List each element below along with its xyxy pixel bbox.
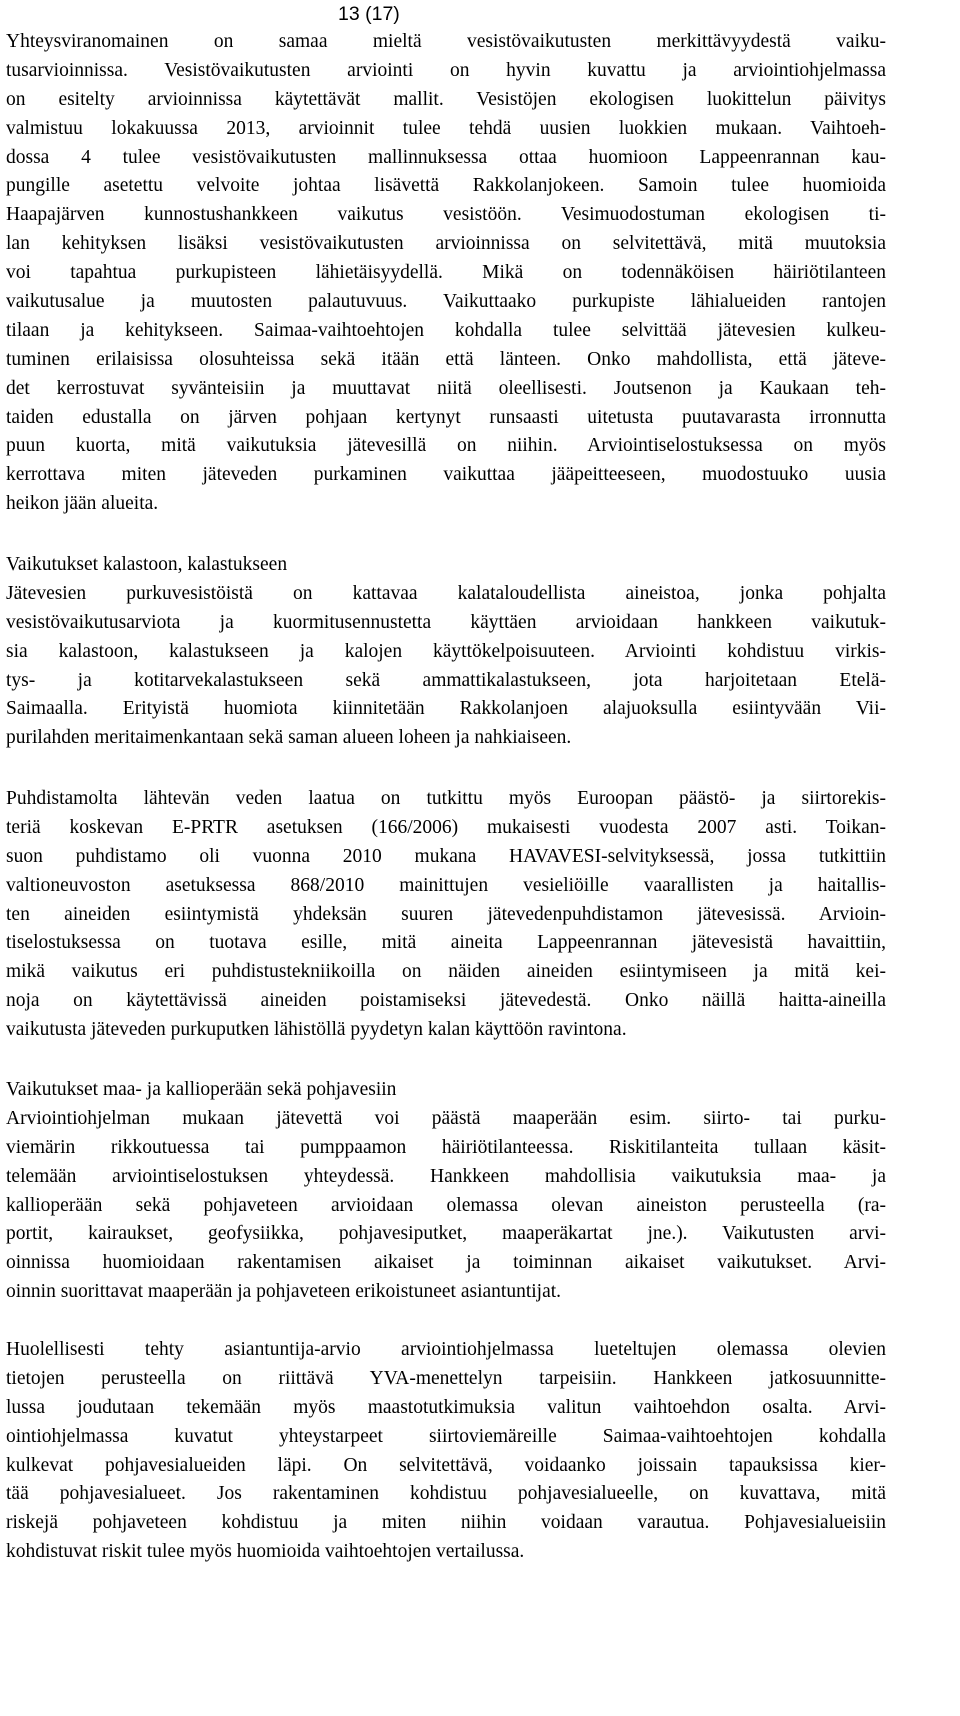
text-line: oinnissa huomioidaan rakentamisen aikaiset ja toiminnan aikaiset vaikutukset. Arvi- [6, 1252, 886, 1274]
text-line: vaikutusalue ja muutosten palautuvuus. Vaikuttaako purkupiste lähialueiden rantojen [6, 291, 886, 313]
text-line: Huolellisesti tehty asiantuntija-arvio arviointiohjelmassa lueteltujen olemassa olevien [6, 1339, 886, 1360]
text-line: oinnin suorittavat maaperään ja pohjaveteen erikoistuneet asiantuntijat. [6, 1281, 562, 1303]
text-line: kulkevat pohjavesialueiden läpi. On selvitettävä, voidaanko joissain tapauksissa kier- [6, 1454, 886, 1476]
text-line: voi tapahtua purkupisteen lähietäisyydellä. Mikä on todennäköisen häiriötilanteen [6, 262, 886, 284]
section-heading: Vaikutukset kalastoon, kalastukseen [6, 554, 288, 575]
text-line: puun kuorta, mitä vaikutuksia jätevesillä on niihin. Arviointiselostuksessa on myös [6, 435, 886, 457]
text-line: taiden edustalla on järven pohjaan kertynyt runsaasti uitetusta puutavarasta irronnutta [6, 406, 886, 428]
text-line: viemärin rikkoutuessa tai pumppaamon häiriötilanteessa. Riskitilanteita tullaan käsit- [6, 1136, 886, 1158]
text-line: dossa 4 tulee vesistövaikutusten mallinnuksessa ottaa huomioon Lappeenrannan kau- [6, 146, 886, 168]
paragraph [6, 1336, 886, 1567]
text-line: ointiohjelmassa kuvatut yhteystarpeet siirtoviemäreille Saimaa-vaihtoehtojen kohdalla [6, 1425, 886, 1447]
text-line: kohdistuvat riskit tulee myös huomioida vaihtoehtojen vertailussa. [6, 1541, 525, 1563]
text-line: Yhteysviranomainen on samaa mieltä vesistövaikutusten merkittävyydestä vaiku- [6, 31, 886, 52]
text-line: lussa joudutaan tekemään myös maastotutkimuksia valitun vaihtoehdon osalta. Arvi- [6, 1396, 886, 1418]
text-line: ten aineiden esiintymistä yhdeksän suuren jätevedenpuhdistamon jätevesissä. Arvioin- [6, 903, 886, 925]
text-line: noja on käytettävissä aineiden poistamiseksi jätevedestä. Onko näillä haitta-aineilla [6, 990, 886, 1012]
paragraph [6, 28, 886, 519]
text-line: Haapajärven kunnostushankkeen vaikutus vesistöön. Vesimuodostuman ekologisen ti- [6, 204, 886, 226]
text-line: Jätevesien purkuvesistöistä on kattavaa kalataloudellista aineistoa, jonka pohjalta [6, 582, 886, 604]
text-line: purilahden meritaimenkantaan sekä saman alueen loheen ja nahkiaiseen. [6, 727, 572, 749]
text-line: vesistövaikutusarviota ja kuormitusennustetta käyttäen arvioidaan hankkeen vaikutuk- [6, 611, 886, 633]
text-line: Arviointiohjelman mukaan jätevettä voi päästä maaperään esim. siirto- tai purku- [6, 1107, 886, 1129]
text-line: kerrottava miten jäteveden purkaminen vaikuttaa jääpeitteeseen, muodostuuko uusia [6, 464, 886, 486]
text-line: portit, kairaukset, geofysiikka, pohjavesiputket, maaperäkartat jne.). Vaikutusten arvi- [6, 1223, 886, 1245]
paragraph [6, 1076, 886, 1307]
text-line: suon puhdistamo oli vuonna 2010 mukana HAVAVESI-selvityksessä, jossa tutkittiin [6, 845, 886, 867]
paragraph [6, 551, 886, 753]
text-line: on esitelty arvioinnissa käytettävät mallit. Vesistöjen ekologisen luokittelun päivitys [6, 88, 886, 110]
text-line: telemään arviointiselostuksen yhteydessä. Hankkeen mahdollisia vaikutuksia maa- ja [6, 1165, 886, 1187]
text-line: tusarvioinnissa. Vesistövaikutusten arviointi on hyvin kuvattu ja arviointiohjelmassa [6, 59, 886, 81]
text-line: valtioneuvoston asetuksessa 868/2010 mainittujen vesieliöille vaarallisten ja haitallis- [6, 874, 886, 896]
text-line: tietojen perusteella on riittävä YVA-menettelyn tarpeisiin. Hankkeen jatkosuunnitte- [6, 1367, 886, 1389]
section-heading: Vaikutukset maa- ja kallioperään sekä pohjavesiin [6, 1079, 397, 1100]
text-line: riskejä pohjaveteen kohdistuu ja miten niihin voidaan varautua. Pohjavesialueisiin [6, 1512, 886, 1534]
text-line: vaikutusta jäteveden purkuputken lähistöllä pyydetyn kalan käyttöön ravintona. [6, 1019, 627, 1041]
text-line: tää pohjavesialueet. Jos rakentaminen kohdistuu pohjavesialueelle, on kuvattava, mitä [6, 1483, 886, 1505]
text-line: mikä vaikutus eri puhdistustekniikoilla on näiden aineiden esiintymiseen ja mitä kei- [6, 961, 886, 983]
text-line: tuminen erilaisissa olosuhteissa sekä itään että länteen. Onko mahdollista, että jäteve- [6, 348, 886, 370]
text-line: lan kehityksen lisäksi vesistövaikutusten arvioinnissa on selvitettävä, mitä muutoksia [6, 233, 886, 255]
text-line: pungille asetettu velvoite johtaa lisävettä Rakkolanjokeen. Samoin tulee huomioida [6, 175, 886, 197]
paragraph [6, 785, 886, 1045]
text-line: valmistuu lokakuussa 2013, arvioinnit tulee tehdä uusien luokkien mukaan. Vaihtoeh- [6, 117, 886, 139]
text-line: tiselostuksessa on tuotava esille, mitä aineita Lappeenrannan jätevesistä havaittiin, [6, 932, 886, 954]
page-number: 13 (17) [338, 3, 400, 25]
text-line: tilaan ja kehitykseen. Saimaa-vaihtoehtojen kohdalla tulee selvittää jätevesien kulkeu- [6, 319, 886, 341]
text-line: Puhdistamolta lähtevän veden laatua on tutkittu myös Euroopan päästö- ja siirtorekis- [6, 788, 886, 809]
text-line: kallioperään sekä pohjaveteen arvioidaan olemassa olevan aineiston perusteella (ra- [6, 1194, 886, 1216]
text-line: teriä koskevan E-PRTR asetuksen (166/2006) mukaisesti vuodesta 2007 asti. Toikan- [6, 816, 886, 838]
text-line: Saimaalla. Erityistä huomiota kiinnitetään Rakkolanjoen alajuoksulla esiintyvään Vii- [6, 698, 886, 720]
text-line: sia kalastoon, kalastukseen ja kalojen käyttökelpoisuuteen. Arviointi kohdistuu virkis- [6, 640, 886, 662]
text-line: det kerrostuvat syvänteisiin ja muuttavat niitä oleellisesti. Joutsenon ja Kaukaan teh- [6, 377, 886, 399]
text-line: tys- ja kotitarvekalastukseen sekä ammattikalastukseen, jota harjoitetaan Etelä- [6, 669, 886, 691]
text-line: heikon jään alueita. [6, 493, 159, 515]
